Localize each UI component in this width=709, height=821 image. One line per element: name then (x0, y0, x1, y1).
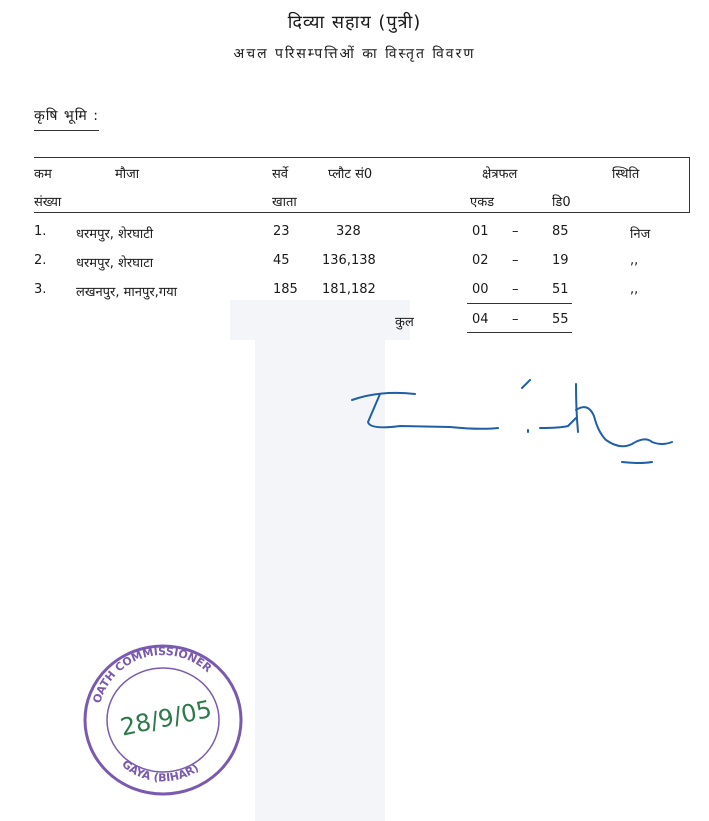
header-area: क्षेत्रफल (482, 167, 518, 182)
row-3-dash: – (512, 282, 519, 297)
stamp-text-bottom: GAYA (BIHAR) (119, 757, 202, 785)
row-1-plot: 328 (336, 224, 361, 239)
row-3-acre: 00 (472, 282, 489, 297)
header-survey: सर्वे (272, 167, 289, 182)
row-1-khata: 23 (273, 224, 290, 239)
row-2-plot: 136,138 (322, 253, 376, 268)
header-decimal: डि0 (552, 195, 571, 210)
row-2-decimal: 19 (552, 253, 569, 268)
header-acre: एकड (470, 195, 495, 210)
row-2-acre: 02 (472, 253, 489, 268)
stamp-seal (78, 640, 248, 800)
row-2-khata: 45 (273, 253, 290, 268)
header-serial: कम (34, 167, 52, 182)
row-2-status: ,, (630, 253, 639, 268)
row-3-mauja: लखनपुर, मानपुर,गया (76, 285, 178, 300)
row-1-decimal: 85 (552, 224, 569, 239)
stamp-date: 28/9/05 (117, 694, 215, 742)
header-khata: खाता (272, 195, 297, 210)
row-3-decimal: 51 (552, 282, 569, 297)
total-top-rule (467, 303, 572, 304)
header-serial-2: संख्या (34, 195, 62, 210)
row-2-mauja: धरमपुर, शेरघाटा (76, 256, 154, 271)
signature (340, 370, 680, 470)
document-title: दिव्या सहाय (पुत्री) (287, 12, 422, 33)
watermark-base (230, 300, 410, 340)
header-plot: प्लौट सं0 (328, 167, 373, 182)
svg-text:GAYA (BIHAR) (119, 758, 201, 785)
header-mauja: मौजा (115, 167, 140, 182)
row-1-dash: – (512, 224, 519, 239)
row-1-status: निज (630, 227, 651, 242)
row-2-dash: – (512, 253, 519, 268)
row-1-sn: 1. (34, 224, 47, 239)
total-acre: 04 (472, 312, 489, 327)
total-decimal: 55 (552, 312, 569, 327)
row-1-acre: 01 (472, 224, 489, 239)
document-subtitle: अचल परिसम्पत्तिओं का विस्तृत विवरण (233, 46, 476, 62)
header-status: स्थिति (612, 167, 640, 182)
section-label: कृषि भूमि : (34, 106, 99, 131)
svg-text:OATH COMMISSIONER (90, 645, 214, 705)
row-1-mauja: धरमपुर, शेरघाटी (76, 227, 154, 242)
stamp-text-top: OATH COMMISSIONER (90, 644, 215, 705)
row-3-plot: 181,182 (322, 282, 376, 297)
row-2-sn: 2. (34, 253, 47, 268)
total-dash: – (512, 312, 519, 327)
row-3-sn: 3. (34, 282, 47, 297)
row-3-status: ,, (630, 282, 639, 297)
total-bottom-rule (467, 332, 572, 333)
total-label: कुल (395, 315, 414, 330)
row-3-khata: 185 (273, 282, 298, 297)
